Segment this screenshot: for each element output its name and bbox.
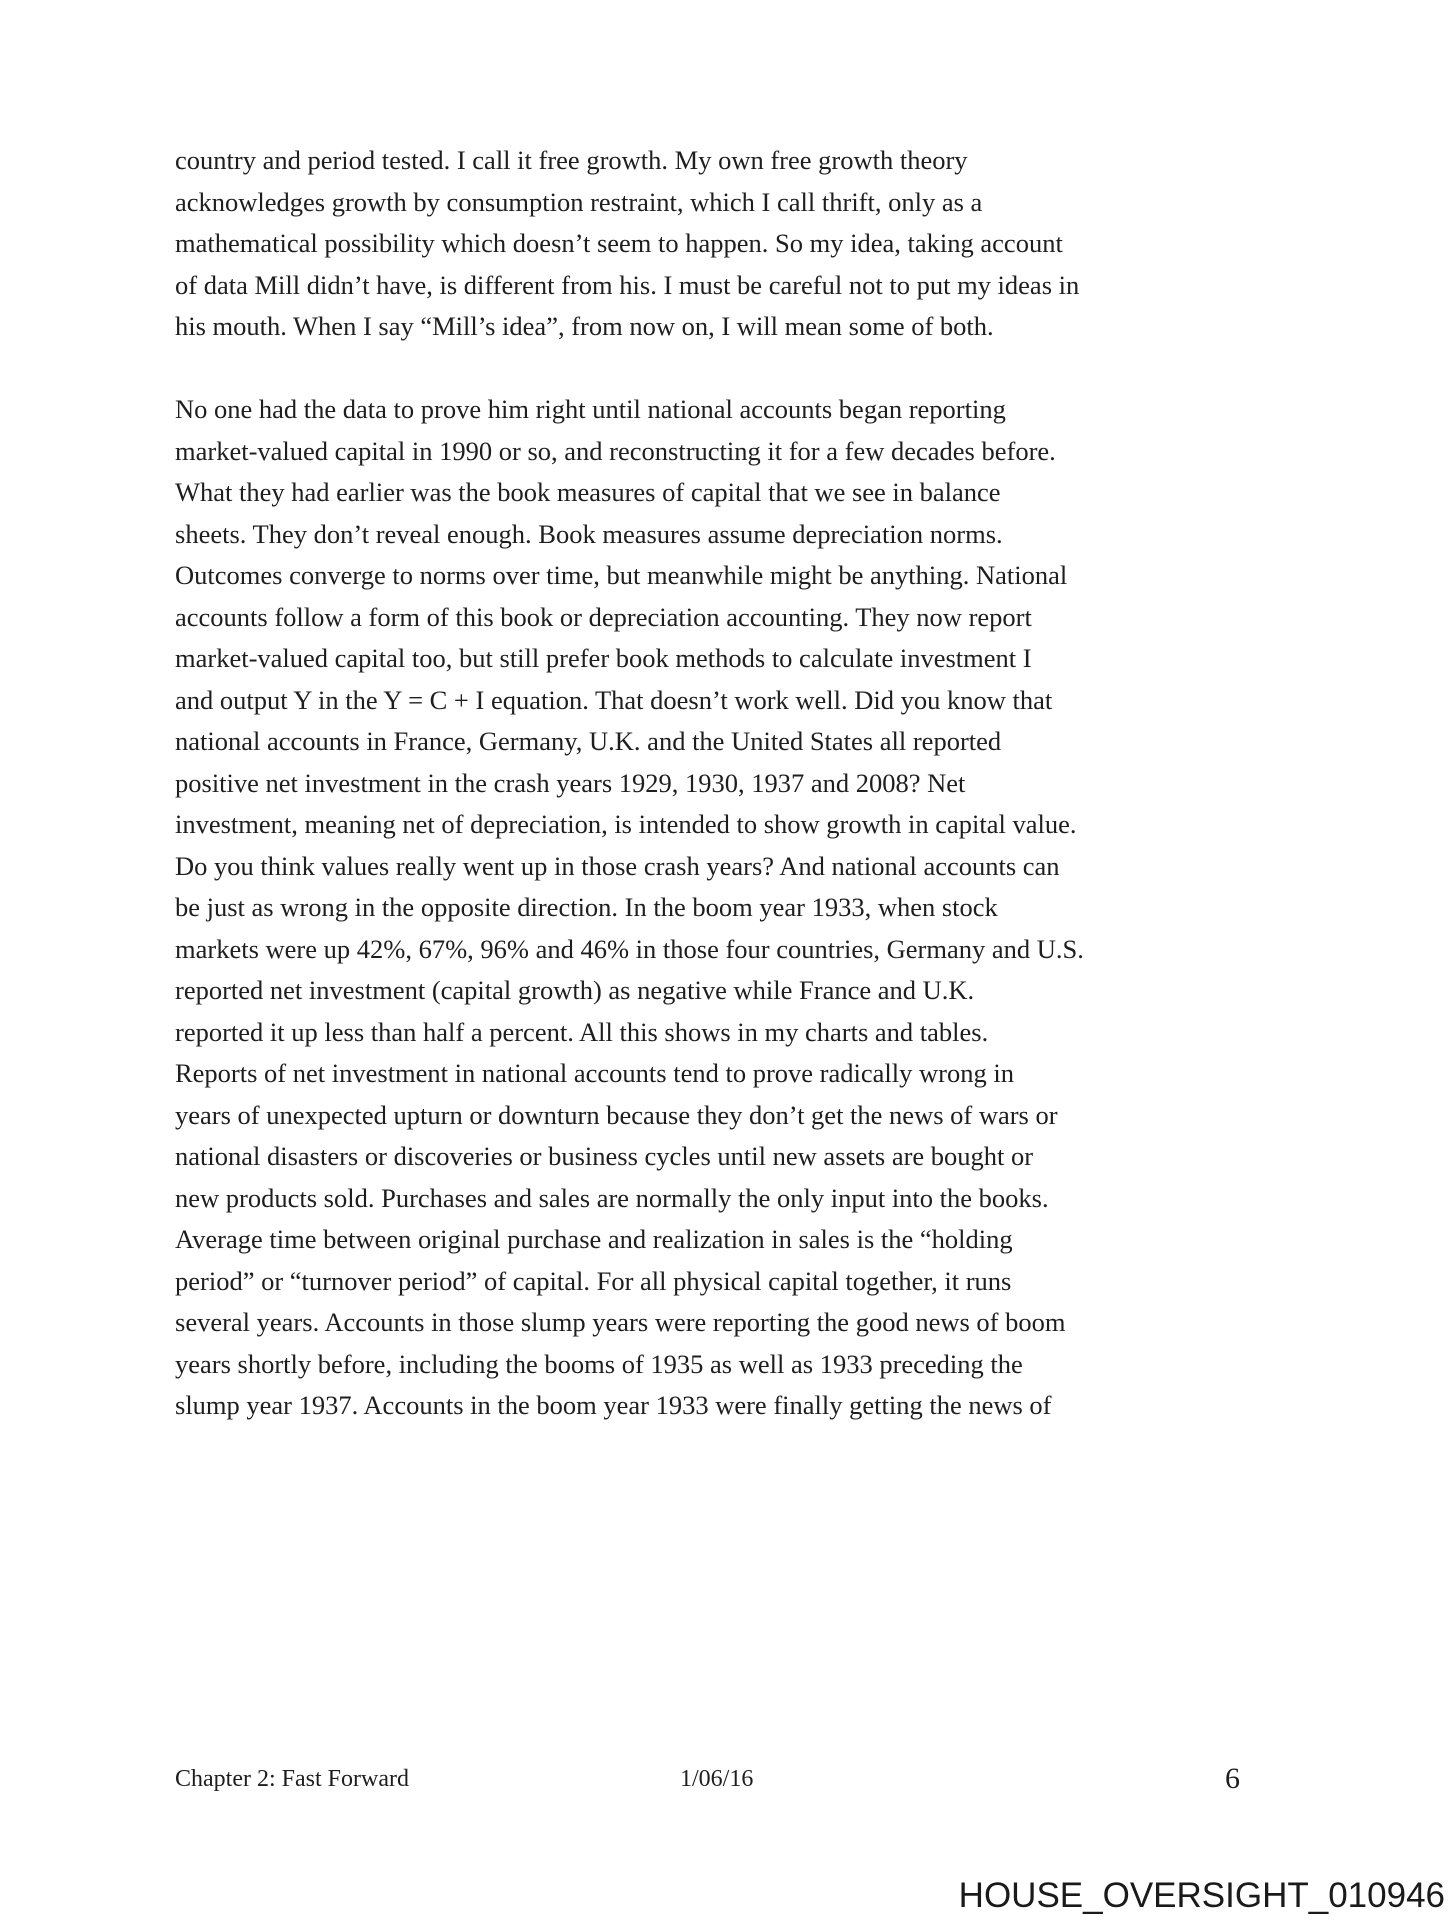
text-line: Reports of net investment in national accounts tend to prove radically wrong in <box>175 1058 1014 1088</box>
text-line: Do you think values really went up in those crash years? And national accounts can <box>175 850 1060 881</box>
text-line: markets were up 42%, 67%, 96% and 46% in those four countries, Germany and U.S. <box>175 933 1084 964</box>
text-line: market-valued capital in 1990 or so, and reconstructing it for a few decades before. <box>175 435 1056 466</box>
text-line: mathematical possibility which doesn’t seem to happen. So my idea, taking account <box>175 228 1063 258</box>
text-line: national accounts in France, Germany, U.K. and the United States all reported <box>175 726 1002 756</box>
text-line: new products sold. Purchases and sales are normally the only input into the books. <box>175 1182 1049 1213</box>
text-line: several years. Accounts in those slump years were reporting the good news of boom <box>175 1307 1066 1337</box>
text-line: reported net investment (capital growth) as negative while France and U.K. <box>175 975 975 1005</box>
text-line: accounts follow a form of this book or depreciation accounting. They now report <box>175 601 1032 632</box>
text-line: country and period tested. I call it free growth. My own free growth theory <box>175 145 968 175</box>
text-line: No one had the data to prove him right until national accounts began reporting <box>175 394 1006 424</box>
text-line: Average time between original purchase and realization in sales is the “holding <box>175 1224 1013 1254</box>
page-footer <box>0 1762 1453 1804</box>
page-number: 6 <box>1225 1762 1240 1795</box>
text-line: years shortly before, including the booms of 1935 as well as 1933 preceding the <box>175 1348 1023 1379</box>
text-line: acknowledges growth by consumption restraint, which I call thrift, only as a <box>175 186 983 217</box>
paragraph <box>175 389 1260 1427</box>
text-line: What they had earlier was the book measures of capital that we see in balance <box>175 477 1001 507</box>
text-line: of data Mill didn’t have, is different from his. I must be careful not to put my ideas in <box>175 269 1080 300</box>
text-line: reported it up less than half a percent. All this shows in my charts and tables. <box>175 1016 989 1047</box>
text-line: period” or “turnover period” of capital. For all physical capital together, it runs <box>175 1265 1012 1296</box>
text-line: be just as wrong in the opposite direction. In the boom year 1933, when stock <box>175 892 998 922</box>
footer-date: 1/06/16 <box>680 1766 754 1792</box>
bates-stamp: HOUSE_OVERSIGHT_010946 <box>958 1876 1445 1915</box>
text-line: his mouth. When I say “Mill’s idea”, from now on, I will mean some of both. <box>175 311 994 341</box>
text-line: national disasters or discoveries or business cycles until new assets are bought or <box>175 1141 1034 1171</box>
footer-chapter-label: Chapter 2: Fast Forward <box>175 1766 409 1792</box>
text-line: years of unexpected upturn or downturn because they don’t get the news of wars or <box>175 1099 1058 1130</box>
text-line: market-valued capital too, but still prefer book methods to calculate investment I <box>175 643 1032 673</box>
text-line: Outcomes converge to norms over time, but meanwhile might be anything. National <box>175 560 1068 590</box>
paragraph <box>175 140 1260 348</box>
text-line: and output Y in the Y = C + I equation. That doesn’t work well. Did you know that <box>175 684 1053 715</box>
text-line: sheets. They don’t reveal enough. Book measures assume depreciation norms. <box>175 518 1003 549</box>
text-line: investment, meaning net of depreciation, is intended to show growth in capital value. <box>175 809 1077 839</box>
text-line: slump year 1937. Accounts in the boom year 1933 were finally getting the news of <box>175 1390 1052 1420</box>
text-line: positive net investment in the crash years 1929, 1930, 1937 and 2008? Net <box>175 767 966 798</box>
body-text <box>175 140 1260 1468</box>
